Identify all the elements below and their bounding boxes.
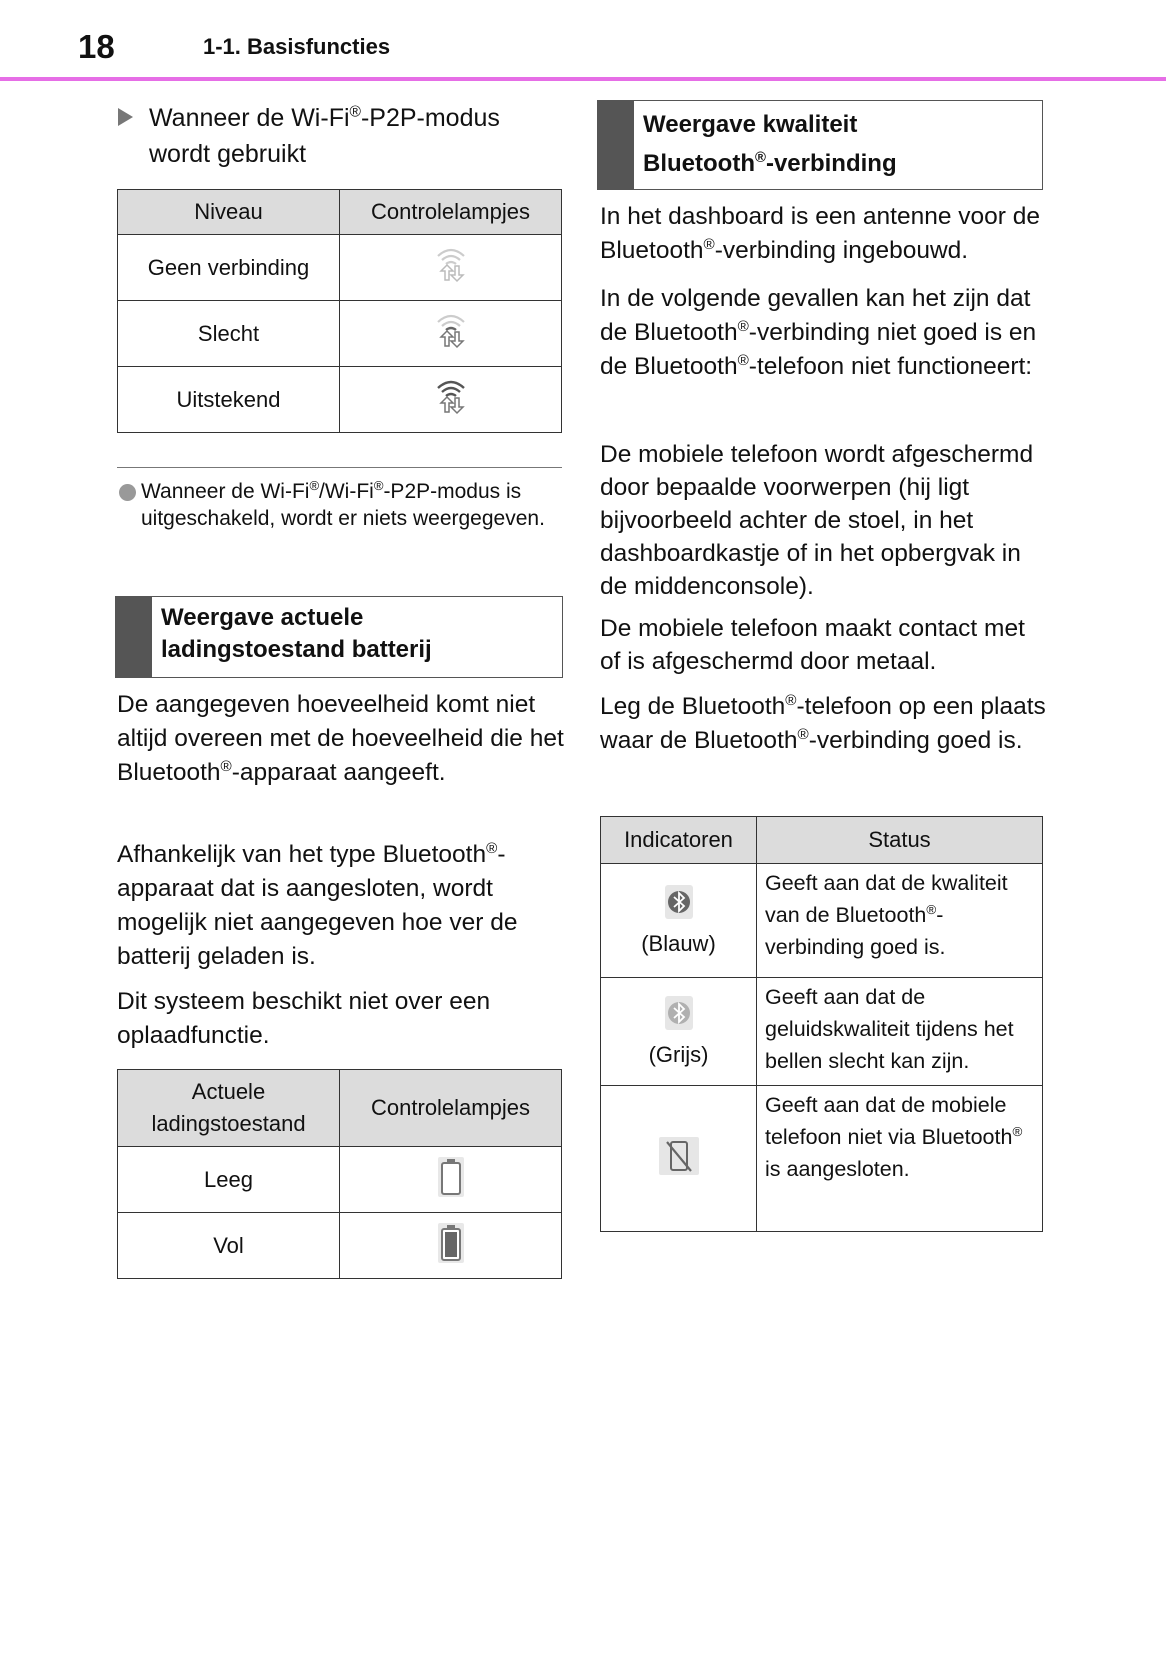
table-cell: Uitstekend — [118, 367, 340, 433]
indicator-label: (Grijs) — [648, 1041, 709, 1067]
bluetooth-blue-icon — [665, 885, 693, 919]
table-header: Controlelampjes — [340, 190, 562, 235]
page-number: 18 — [78, 28, 115, 65]
table-cell — [340, 235, 562, 301]
triangle-bullet-icon — [118, 108, 133, 126]
table-cell — [601, 1086, 757, 1232]
wifi-none-icon — [434, 246, 468, 284]
wifi-weak-icon — [434, 312, 468, 350]
battery-paragraph: Dit systeem beschikt niet over een oplaadfunctie. — [117, 988, 491, 1049]
table-header: Niveau — [118, 190, 340, 235]
bluetooth-paragraph: In de volgende gevallen kan het zijn dat de Bluetooth®-verbinding niet goed is en de Bluetooth®-telefoon niet functioneert: — [600, 285, 1037, 380]
table-header: Controlelampjes — [340, 1070, 562, 1147]
section-bar — [116, 597, 152, 677]
divider — [117, 467, 562, 468]
section-title-line: Weergave kwaliteit — [643, 111, 858, 138]
header-rule — [0, 77, 1166, 81]
table-cell: Geeft aan dat de kwaliteit van de Bluetooth®-verbinding goed is. — [757, 864, 1043, 978]
table-cell: Geeft aan dat de mobiele telefoon niet via Bluetooth® is aangesloten. — [757, 1086, 1043, 1232]
table-row — [118, 367, 562, 433]
table-header: Indicatoren — [601, 817, 757, 864]
table-row — [118, 235, 562, 301]
table-row — [118, 1147, 562, 1213]
section-title-line: ladingstoestand batterij — [161, 636, 432, 663]
battery-table — [117, 1069, 562, 1279]
section-bar — [598, 101, 634, 189]
table-row — [601, 1086, 1043, 1232]
wifi-level-table — [117, 189, 562, 433]
bluetooth-paragraph: Leg de Bluetooth®-telefoon op een plaats waar de Bluetooth®-verbinding goed is. — [600, 691, 1046, 754]
table-cell: Slecht — [118, 301, 340, 367]
table-row — [118, 1213, 562, 1279]
table-cell — [340, 367, 562, 433]
table-cell: Leeg — [118, 1147, 340, 1213]
bluetooth-section-heading — [597, 100, 1043, 190]
table-row — [118, 301, 562, 367]
battery-empty-icon — [437, 1156, 465, 1198]
bluetooth-paragraph: In het dashboard is een antenne voor de Bluetooth®-verbinding ingebouwd. — [600, 203, 1040, 264]
bluetooth-indicator-table — [600, 816, 1043, 1232]
table-cell — [601, 864, 757, 978]
table-cell — [601, 978, 757, 1086]
table-cell: Geen verbinding — [118, 235, 340, 301]
section-title-line: Bluetooth®-verbinding — [643, 150, 897, 177]
table-row — [601, 978, 1043, 1086]
battery-section-heading — [115, 596, 563, 678]
table-header: Actuele ladingstoestand — [118, 1070, 340, 1147]
table-cell — [340, 1147, 562, 1213]
table-cell — [340, 1213, 562, 1279]
bluetooth-paragraph: De mobiele telefoon maakt contact met of is afgeschermd door metaal. — [600, 615, 1025, 675]
battery-full-icon — [437, 1222, 465, 1264]
bluetooth-grey-icon — [665, 996, 693, 1030]
circle-bullet-icon — [119, 484, 136, 501]
table-row — [601, 864, 1043, 978]
battery-paragraph: Afhankelijk van het type Bluetooth®-apparaat dat is aangesloten, wordt mogelijk niet aangegeven hoe ver de batterij geladen is. — [117, 839, 518, 970]
indicator-label: (Blauw) — [641, 930, 716, 956]
table-header: Status — [757, 817, 1043, 864]
wifi-note: Wanneer de Wi-Fi®/Wi-Fi®-P2P-modus is uitgeschakeld, wordt er niets weergegeven. — [141, 478, 545, 530]
section-title-line: Weergave actuele — [161, 604, 364, 631]
battery-paragraph: De aangegeven hoeveelheid komt niet altijd overeen met de hoeveelheid die het Bluetooth®-apparaat aangeeft. — [117, 691, 564, 786]
phone-not-connected-icon — [659, 1137, 699, 1175]
bluetooth-paragraph: De mobiele telefoon wordt afgeschermd door bepaalde voorwerpen (hij ligt bijvoorbeeld achter de stoel, in het dashboardkastje of in het opbergvak in de middenconsole). — [600, 441, 1034, 600]
wifi-excellent-icon — [434, 378, 468, 416]
table-cell: Vol — [118, 1213, 340, 1279]
table-cell — [340, 301, 562, 367]
chapter-title: 1-1. Basisfuncties — [203, 34, 391, 59]
table-cell: Geeft aan dat de geluidskwaliteit tijdens het bellen slecht kan zijn. — [757, 978, 1043, 1086]
wifi-subtitle: Wanneer de Wi-Fi®-P2P-modus wordt gebruikt — [149, 103, 500, 168]
